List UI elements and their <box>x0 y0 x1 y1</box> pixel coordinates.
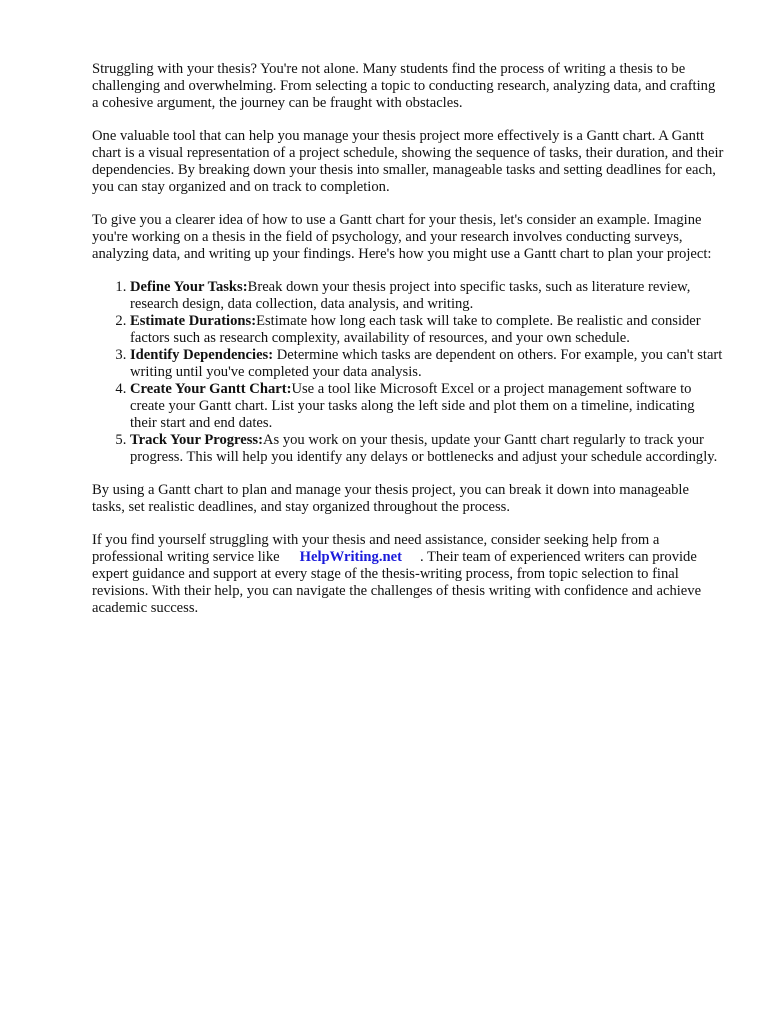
intro-paragraph-3: To give you a clearer idea of how to use a Gantt chart for your thesis, let's consider an example. Imagine you're working on a thesis in the field of psychology, and your research involves conducting surveys, analyzing data, and writing up your findings. Here's how you might use a Gantt chart to plan your project: <box>92 212 712 262</box>
step-text: Estimate how long each task will take to complete. Be realistic and consider factors such as research complexity, availability of resources, and your own schedule. <box>130 313 701 346</box>
intro-paragraph-1: Struggling with your thesis? You're not alone. Many students find the process of writing a thesis to be challenging and overwhelming. From selecting a topic to conducting research, analyzing data, and crafting a cohesive argument, the journey can be fraught with obstacles. <box>92 61 716 111</box>
summary-paragraph: By using a Gantt chart to plan and manage your thesis project, you can break it down into manageable tasks, set realistic deadlines, and stay organized throughout the process. <box>92 482 689 515</box>
list-item <box>130 347 724 381</box>
step-term: Define Your Tasks: <box>130 279 248 295</box>
step-text: As you work on your thesis, update your Gantt chart regularly to track your progress. This will help you identify any delays or bottlenecks and adjust your schedule accordingly. <box>130 432 718 465</box>
document-page <box>92 61 724 633</box>
step-text: Use a tool like Microsoft Excel or a project management software to create your Gantt chart. List your tasks along the left side and plot them on a timeline, indicating their start and end dates. <box>130 381 695 431</box>
steps-list <box>92 279 724 466</box>
step-term: Identify Dependencies: <box>130 347 274 363</box>
step-term: Estimate Durations: <box>130 313 257 329</box>
list-item <box>130 313 724 347</box>
helpwriting-link[interactable]: HelpWriting.net <box>299 549 402 565</box>
step-text: Determine which tasks are dependent on others. For example, you can't start writing until you've completed your data analysis. <box>130 347 723 380</box>
step-text: Break down your thesis project into specific tasks, such as literature review, research design, data collection, data analysis, and writing. <box>130 279 691 312</box>
list-item <box>130 432 724 466</box>
closing-text-before: If you find yourself struggling with your thesis and need assistance, consider seeking help from a professional writing service like <box>92 532 660 565</box>
step-term: Create Your Gantt Chart: <box>130 381 292 397</box>
list-item <box>130 279 724 313</box>
list-item <box>130 381 724 432</box>
closing-text-after: . Their team of experienced writers can provide expert guidance and support at every stage of the thesis-writing process, from topic selection to final revisions. With their help, you can navigate the challenges of thesis writing with confidence and achieve academic success. <box>92 549 702 616</box>
step-term: Track Your Progress: <box>130 432 263 448</box>
intro-paragraph-2: One valuable tool that can help you manage your thesis project more effectively is a Gantt chart. A Gantt chart is a visual representation of a project schedule, showing the sequence of tasks, their duration, and their dependencies. By breaking down your thesis into smaller, manageable tasks and setting deadlines for each, you can stay organized and on track to completion. <box>92 128 724 195</box>
closing-paragraph <box>92 532 724 617</box>
